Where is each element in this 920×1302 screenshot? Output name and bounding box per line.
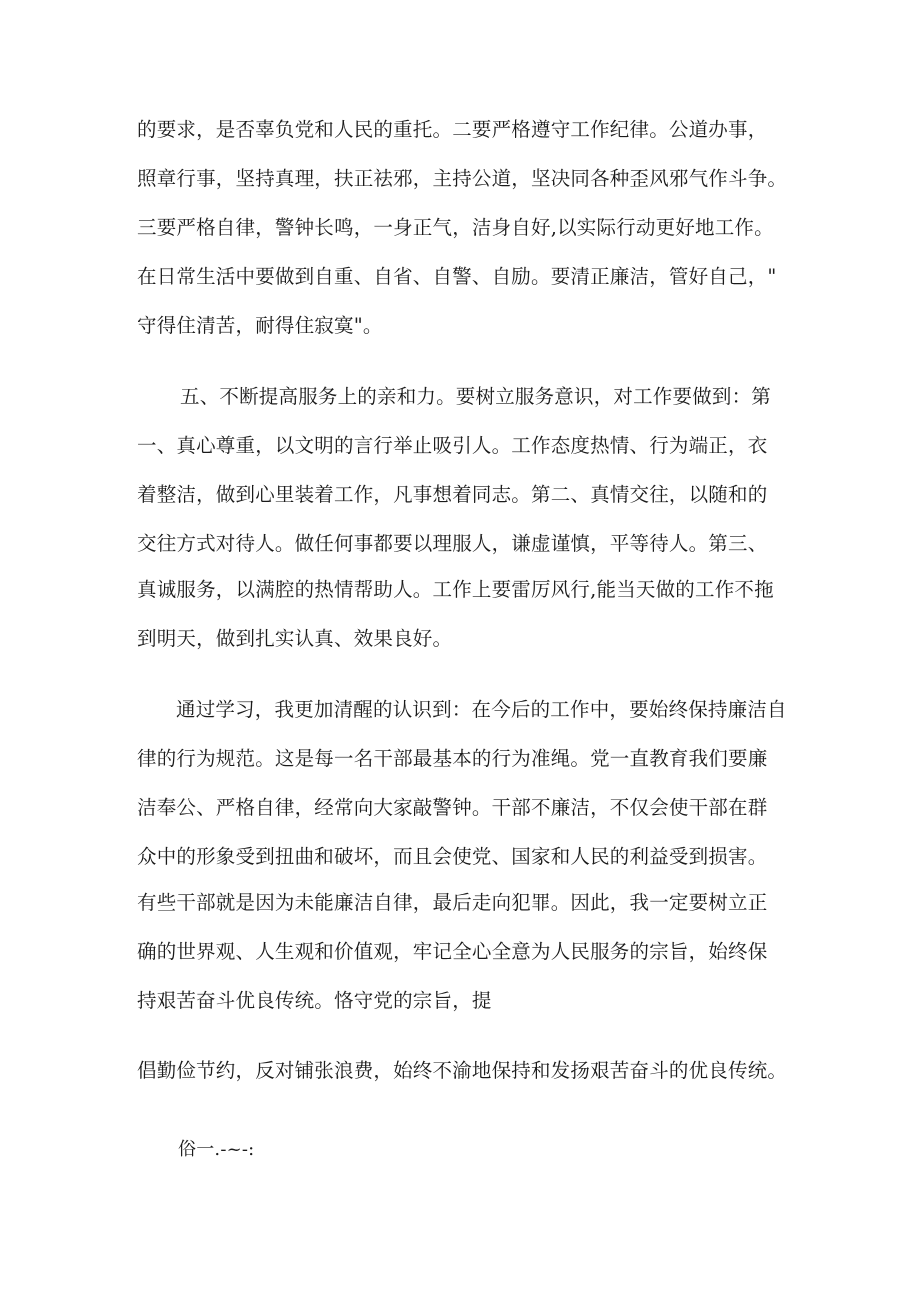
- p2-line-6: 到明天，做到扎实认真、效果良好。: [137, 627, 453, 650]
- p1-line-3: 三要严格自律，警钟长鸣，一身正气，洁身自好,以实际行动更好地工作。: [137, 216, 774, 239]
- p2-line-5: 真诚服务，以满腔的热情帮助人。工作上要雷厉风行,能当天做的工作不拖: [137, 578, 774, 601]
- p2-line-4: 交往方式对待人。做任何事都要以理服人，谦虚谨慎，平等待人。第三、: [137, 532, 768, 555]
- p3-line-7: 持艰苦奋斗优良传统。恪守党的宗旨，提: [137, 989, 492, 1012]
- p1-line-4: 在日常生活中要做到自重、自省、自警、自励。要清正廉洁，管好自己，": [137, 265, 777, 288]
- p4-line-1: 倡勤俭节约，反对铺张浪费，始终不渝地保持和发扬艰苦奋斗的优良传统。: [137, 1059, 788, 1082]
- p3-line-1: 通过学习，我更加清醒的认识到：在今后的工作中，要始终保持廉洁自: [176, 698, 787, 721]
- p3-line-3: 洁奉公、严格自律，经常向大家敲警钟。干部不廉洁，不仅会使干部在群: [137, 796, 768, 819]
- p3-line-6: 确的世界观、人生观和价值观，牢记全心全意为人民服务的宗旨，始终保: [137, 940, 768, 963]
- p2-line-2: 一、真心尊重，以文明的言行举止吸引人。工作态度热情、行为端正，衣: [137, 434, 768, 457]
- text-fragment: 俗一.-~-:: [178, 1139, 255, 1160]
- p1-line-1: 的要求，是否辜负党和人民的重托。二要严格遵守工作纪律。公道办事，: [137, 118, 768, 141]
- p3-line-4: 众中的形象受到扭曲和破坏，而且会使党、国家和人民的利益受到损害。: [137, 845, 768, 868]
- p2-line-3: 着整洁，做到心里装着工作，凡事想着同志。第二、真情交往，以随和的: [137, 483, 768, 506]
- p3-line-2: 律的行为规范。这是每一名干部最基本的行为准绳。党一直教育我们要廉: [137, 747, 768, 770]
- p3-line-5: 有些干部就是因为未能廉洁自律，最后走向犯罪。因此，我一定要树立正: [137, 891, 768, 914]
- p2-line-1: 五、不断提高服务上的亲和力。要树立服务意识，对工作要做到：第: [180, 385, 772, 408]
- p1-line-5: 守得住清苦，耐得住寂寞"。: [137, 314, 383, 337]
- p1-line-2: 照章行事，坚持真理，扶正祛邪，主持公道，坚决同各种歪风邪气作斗争。: [137, 167, 788, 190]
